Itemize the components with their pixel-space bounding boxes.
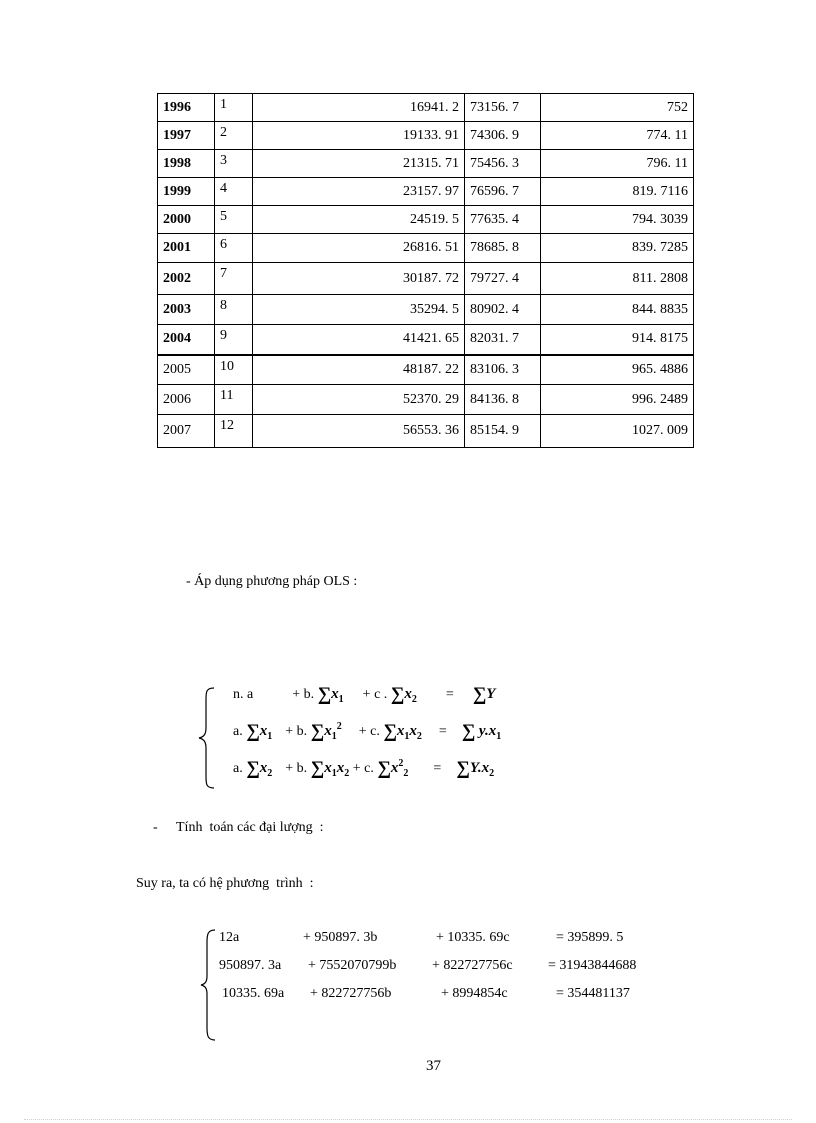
x2-cell: 83106. 3 — [465, 355, 541, 385]
table-row — [158, 385, 694, 415]
coef-a: 950897. 3a — [219, 958, 282, 973]
index-cell: 12 — [215, 415, 253, 448]
sum-icon: ∑ — [310, 758, 325, 779]
x2-cell: 76596. 7 — [465, 178, 541, 206]
year-cell: 2007 — [158, 415, 215, 448]
x2-cell: 82031. 7 — [465, 325, 541, 355]
x1-cell: 30187. 72 — [253, 263, 465, 295]
var-x1x2: $x_1x_2$ — [324, 760, 350, 779]
y-cell: 811. 2808 — [541, 263, 694, 295]
table-row — [158, 415, 694, 448]
equals: = — [438, 724, 447, 739]
x2-cell: 73156. 7 — [465, 94, 541, 122]
var-x2: $x_2$ — [404, 686, 417, 705]
y-cell: 794. 3039 — [541, 206, 694, 234]
x1-cell: 52370. 29 — [253, 385, 465, 415]
y-cell: 819. 7116 — [541, 178, 694, 206]
index-cell: 7 — [215, 263, 253, 295]
compute-bullet: - — [153, 820, 158, 835]
data-table — [157, 93, 694, 448]
y-cell: 774. 11 — [541, 122, 694, 150]
compute-heading: Tính toán các đại lượng : — [176, 820, 324, 835]
rhs: = 31943844688 — [548, 958, 637, 973]
table-row — [158, 355, 694, 385]
normal-eq-row-1 — [233, 684, 495, 706]
var-x1: $x_1$ — [331, 686, 344, 705]
x2-cell: 75456. 3 — [465, 150, 541, 178]
coef-b: + 950897. 3b — [303, 930, 378, 945]
y-cell: 1027. 009 — [541, 415, 694, 448]
var-x1: $x_1$ — [259, 723, 273, 742]
y-cell: 844. 8835 — [541, 295, 694, 325]
index-cell: 11 — [215, 385, 253, 415]
sum-icon: ∑ — [461, 721, 476, 742]
index-cell: 3 — [215, 150, 253, 178]
table-row — [158, 122, 694, 150]
x1-cell: 48187. 22 — [253, 355, 465, 385]
sum-icon: ∑ — [377, 758, 391, 779]
year-cell: 2004 — [158, 325, 215, 355]
y-cell: 914. 8175 — [541, 325, 694, 355]
term-b: + b. — [285, 724, 308, 739]
x1-cell: 24519. 5 — [253, 206, 465, 234]
year-cell: 1996 — [158, 94, 215, 122]
year-cell: 1997 — [158, 122, 215, 150]
x1-cell: 23157. 97 — [253, 178, 465, 206]
x2-cell: 79727. 4 — [465, 263, 541, 295]
coef-a: 12a — [219, 930, 240, 945]
table-row — [158, 178, 694, 206]
sum-icon: ∑ — [246, 758, 260, 779]
left-brace-icon — [199, 928, 219, 1042]
x1-cell: 19133. 91 — [253, 122, 465, 150]
term-a: a. — [233, 761, 243, 776]
x2-cell: 77635. 4 — [465, 206, 541, 234]
rhs: = 354481137 — [556, 986, 630, 1001]
year-cell: 2006 — [158, 385, 215, 415]
var-x1-squared: $x_1^2$ — [324, 721, 342, 742]
coef-c: + 8994854c — [441, 986, 508, 1001]
index-cell: 10 — [215, 355, 253, 385]
year-cell: 2001 — [158, 234, 215, 263]
var-y-x1: $y.x_1$ — [478, 723, 502, 742]
term-b: + b. — [292, 687, 315, 702]
x2-cell: 80902. 4 — [465, 295, 541, 325]
year-cell: 1998 — [158, 150, 215, 178]
var-x2: $x_2$ — [259, 760, 273, 779]
index-cell: 2 — [215, 122, 253, 150]
rhs: = 395899. 5 — [556, 930, 624, 945]
x2-cell: 85154. 9 — [465, 415, 541, 448]
sum-icon: ∑ — [456, 758, 470, 779]
left-brace-icon — [196, 686, 218, 790]
ols-heading: - Áp dụng phương pháp OLS : — [186, 574, 358, 589]
y-cell: 752 — [541, 94, 694, 122]
index-cell: 1 — [215, 94, 253, 122]
var-x2-squared: $x^2_2$ — [390, 758, 409, 779]
coef-b: + 822727756b — [310, 986, 392, 1001]
x1-cell: 21315. 71 — [253, 150, 465, 178]
normal-eq-row-3 — [233, 758, 494, 780]
coef-c: + 10335. 69c — [436, 930, 510, 945]
term-c: + c . — [362, 687, 388, 702]
index-cell: 5 — [215, 206, 253, 234]
x1-cell: 56553. 36 — [253, 415, 465, 448]
coef-c: + 822727756c — [432, 958, 513, 973]
page-number: 37 — [426, 1058, 441, 1074]
term-c: + c. — [352, 761, 374, 776]
sum-icon: ∑ — [383, 721, 397, 742]
term-n-a: n. a — [233, 687, 254, 702]
equals: = — [433, 761, 442, 776]
var-Y-x2: $Y.x_2$ — [469, 760, 495, 779]
coef-a: 10335. 69a — [222, 986, 285, 1001]
sum-icon: ∑ — [472, 684, 487, 705]
term-b: + b. — [285, 761, 308, 776]
x1-cell: 41421. 65 — [253, 325, 465, 355]
index-cell: 8 — [215, 295, 253, 325]
x2-cell: 84136. 8 — [465, 385, 541, 415]
y-cell: 996. 2489 — [541, 385, 694, 415]
term-a: a. — [233, 724, 243, 739]
normal-eq-row-2 — [233, 721, 501, 743]
index-cell: 9 — [215, 325, 253, 355]
index-cell: 6 — [215, 234, 253, 263]
table-row — [158, 263, 694, 295]
y-cell: 839. 7285 — [541, 234, 694, 263]
page-edge-divider — [24, 1119, 792, 1120]
x2-cell: 74306. 9 — [465, 122, 541, 150]
table-row — [158, 94, 694, 122]
x1-cell: 16941. 2 — [253, 94, 465, 122]
year-cell: 1999 — [158, 178, 215, 206]
year-cell: 2000 — [158, 206, 215, 234]
sum-icon: ∑ — [317, 684, 332, 705]
year-cell: 2003 — [158, 295, 215, 325]
table-row — [158, 206, 694, 234]
sum-icon: ∑ — [390, 684, 405, 705]
var-Y: Y — [486, 686, 496, 702]
index-cell: 4 — [215, 178, 253, 206]
y-cell: 965. 4886 — [541, 355, 694, 385]
x2-cell: 78685. 8 — [465, 234, 541, 263]
table-row — [158, 234, 694, 263]
x1-cell: 26816. 51 — [253, 234, 465, 263]
x1-cell: 35294. 5 — [253, 295, 465, 325]
term-c: + c. — [358, 724, 380, 739]
infer-heading: Suy ra, ta có hệ phương trình : — [136, 876, 314, 891]
sum-icon: ∑ — [246, 721, 260, 742]
coef-b: + 7552070799b — [308, 958, 397, 973]
table-row — [158, 295, 694, 325]
sum-icon: ∑ — [310, 721, 325, 742]
var-x1x2: $x_1x_2$ — [396, 723, 422, 742]
data-table-body — [158, 94, 694, 448]
year-cell: 2002 — [158, 263, 215, 295]
table-row — [158, 150, 694, 178]
equals: = — [445, 687, 454, 702]
table-row — [158, 325, 694, 355]
y-cell: 796. 11 — [541, 150, 694, 178]
year-cell: 2005 — [158, 355, 215, 385]
